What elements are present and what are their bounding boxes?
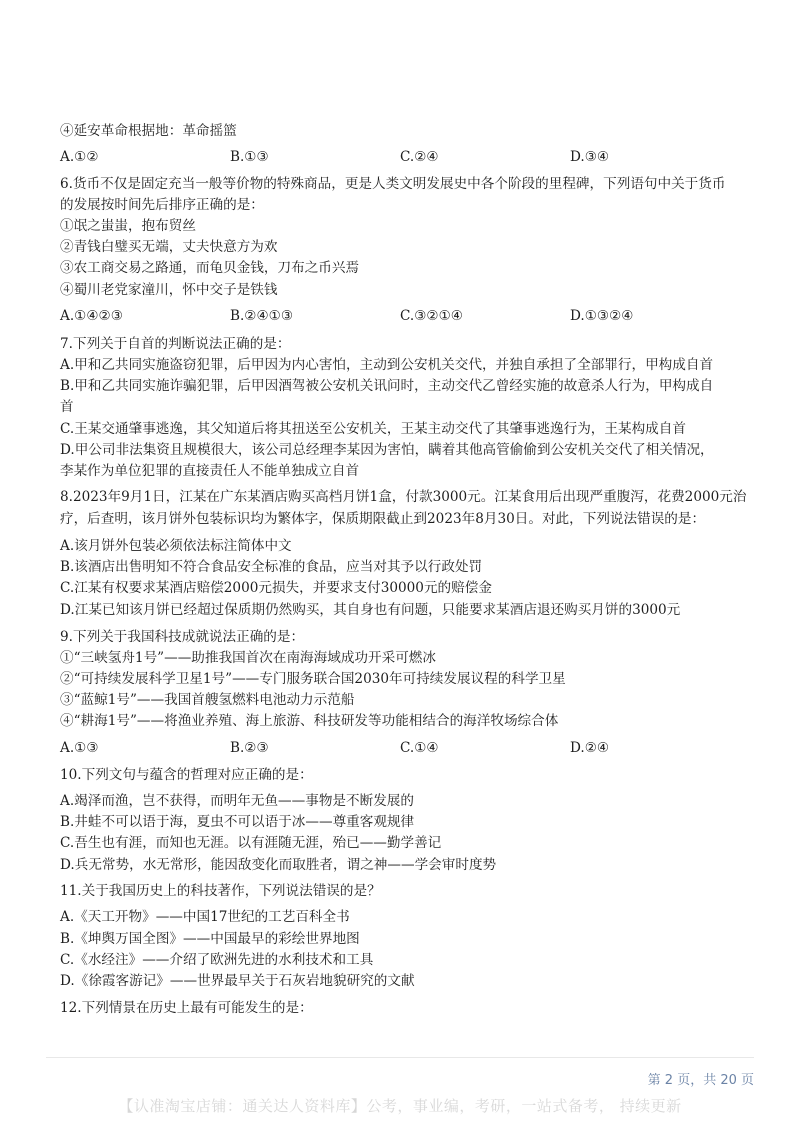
q6-item-4: ④蜀川老党家潼川，怀中交子是铁钱 bbox=[60, 282, 278, 298]
q9-options bbox=[60, 738, 760, 758]
q9-item-3: ③“蓝鲸1号”——我国首艘氢燃料电池动力示范船 bbox=[60, 692, 355, 708]
q9-item-2: ②“可持续发展科学卫星1号”——专门服务联合国2030年可持续发展议程的科学卫星 bbox=[60, 671, 566, 687]
q11-option-a: A.《天工开物》——中国17世纪的工艺百科全书 bbox=[60, 909, 350, 925]
q6-option-d: D.①③②④ bbox=[570, 308, 634, 324]
q9-option-d: D.②④ bbox=[570, 740, 610, 756]
q6-option-c: C.③②①④ bbox=[400, 308, 463, 324]
q6-stem-2: 的发展按时间先后排序正确的是： bbox=[60, 197, 264, 213]
q8-stem-2: 疗，后查明，该月饼外包装标识均为繁体字，保质期限截止到2023年8月30日。对此，下列说法错误的是： bbox=[60, 511, 706, 527]
q5-options bbox=[60, 147, 760, 167]
q9-option-b: B.②③ bbox=[230, 740, 269, 756]
q6-option-b: B.②④①③ bbox=[230, 308, 294, 324]
watermark: 【认准淘宝店铺：通关达人资料库】公考，事业编，考研，一站式备考， 持续更新 bbox=[118, 1097, 682, 1115]
q11-option-c: C.《水经注》——介绍了欧洲先进的水利技术和工具 bbox=[60, 952, 374, 968]
q10-option-c: C.吾生也有涯，而知也无涯。以有涯随无涯，殆已——勤学善记 bbox=[60, 835, 442, 851]
q8-option-c: C.江某有权要求某酒店赔偿2000元损失，并要求支付30000元的赔偿金 bbox=[60, 580, 492, 596]
q8-option-d: D.江某已知该月饼已经超过保质期仍然购买，其自身也有问题，只能要求某酒店退还购买月饼的3000元 bbox=[60, 602, 681, 618]
q9-option-c: C.①④ bbox=[400, 740, 439, 756]
q9-item-1: ①“三峡氢舟1号”——助推我国首次在南海海域成功开采可燃冰 bbox=[60, 650, 436, 666]
q7-option-d-1: D.甲公司非法集资且规模很大，该公司总经理李某因为害怕，瞒着其他高管偷偷到公安机关交代了相关情况， bbox=[60, 442, 714, 458]
q7-option-b-2: 首 bbox=[60, 399, 74, 415]
q5-option-c: C.②④ bbox=[400, 149, 439, 165]
q8-option-b: B.该酒店出售明知不符合食品安全标准的食品，应当对其予以行政处罚 bbox=[60, 559, 483, 575]
q6-item-2: ②青钱白璧买无端，丈夫快意方为欢 bbox=[60, 239, 278, 255]
q6-option-a: A.①④②③ bbox=[60, 308, 123, 324]
q12-stem: 12.下列情景在历史上最有可能发生的是： bbox=[60, 1000, 313, 1016]
q10-option-a: A.竭泽而渔，岂不获得，而明年无鱼——事物是不断发展的 bbox=[60, 793, 414, 809]
q7-option-b-1: B.甲和乙共同实施诈骗犯罪，后甲因酒驾被公安机关讯问时，主动交代乙曾经实施的故意杀人行为，甲构成自 bbox=[60, 378, 714, 394]
footer-divider bbox=[46, 1057, 754, 1058]
q5-item-4: ④延安革命根据地：革命摇篮 bbox=[60, 123, 237, 139]
q11-option-b: B.《坤舆万国全图》——中国最早的彩绘世界地图 bbox=[60, 931, 360, 947]
q8-option-a: A.该月饼外包装必须依法标注简体中文 bbox=[60, 538, 292, 554]
q9-stem: 9.下列关于我国科技成就说法正确的是： bbox=[60, 629, 305, 645]
q7-stem: 7.下列关于自首的判断说法正确的是： bbox=[60, 336, 291, 352]
q6-stem-1: 6.货币不仅是固定充当一般等价物的特殊商品，更是人类文明发展史中各个阶段的里程碑，下列语句中关于货币 bbox=[60, 176, 726, 192]
q9-item-4: ④“耕海1号”——将渔业养殖、海上旅游、科技研发等功能相结合的海洋牧场综合体 bbox=[60, 713, 559, 729]
q10-option-b: B.井蛙不可以语于海，夏虫不可以语于冰——尊重客观规律 bbox=[60, 814, 415, 830]
q10-option-d: D.兵无常势，水无常形，能因敌变化而取胜者，谓之神——学会审时度势 bbox=[60, 857, 497, 873]
q9-option-a: A.①③ bbox=[60, 740, 99, 756]
q5-option-d: D.③④ bbox=[570, 149, 610, 165]
q7-option-c: C.王某交通肇事逃逸，其父知道后将其扭送至公安机关，王某主动交代了其肇事逃逸行为，王某构成自首 bbox=[60, 421, 686, 437]
q6-item-1: ①氓之蚩蚩，抱布贸丝 bbox=[60, 218, 196, 234]
q11-option-d: D.《徐霞客游记》——世界最早关于石灰岩地貌研究的文献 bbox=[60, 973, 415, 989]
q6-item-3: ③农工商交易之路通，而龟贝金钱，刀布之币兴焉 bbox=[60, 260, 360, 276]
q5-option-a: A.①② bbox=[60, 149, 99, 165]
q11-stem: 11.关于我国历史上的科技著作，下列说法错误的是？ bbox=[60, 883, 381, 899]
q5-option-b: B.①③ bbox=[230, 149, 269, 165]
q7-option-a: A.甲和乙共同实施盗窃犯罪，后甲因为内心害怕，主动到公安机关交代，并独自承担了全部罪行，甲构成自首 bbox=[60, 357, 714, 373]
q7-option-d-2: 李某作为单位犯罪的直接责任人不能单独成立自首 bbox=[60, 463, 360, 479]
q8-stem-1: 8.2023年9月1日，江某在广东某酒店购买高档月饼1盒，付款3000元。江某食用后出现严重腹泻，花费2000元治 bbox=[60, 489, 747, 505]
q6-options bbox=[60, 306, 760, 326]
page-number: 第 2 页，共 20 页 bbox=[647, 1073, 754, 1088]
q10-stem: 10.下列文句与蕴含的哲理对应正确的是： bbox=[60, 767, 313, 783]
